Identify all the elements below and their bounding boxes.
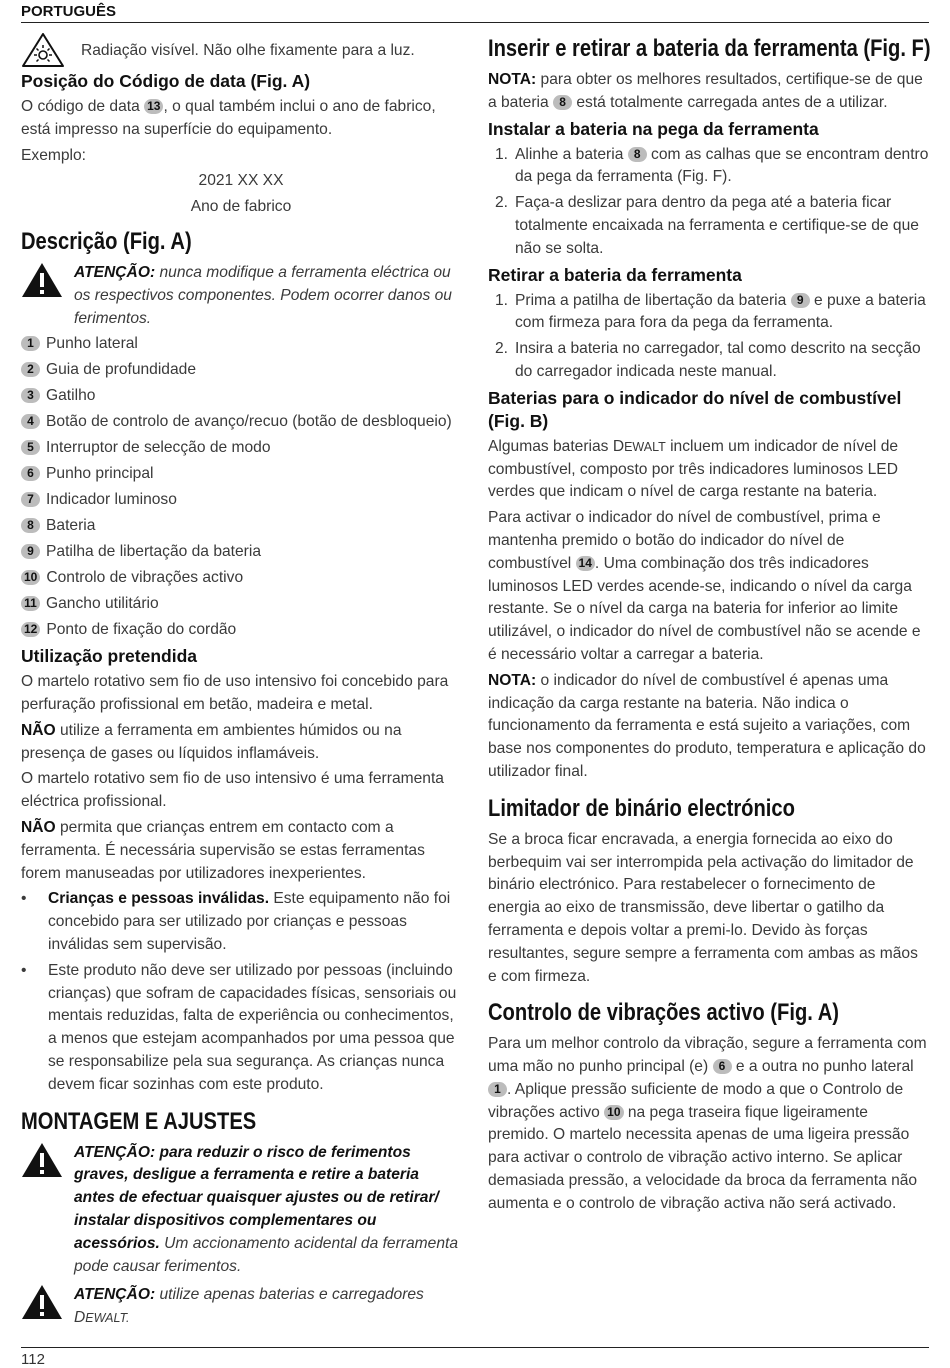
list-item: • Crianças e pessoas inválidas. Este equipamento não foi concebido para ser utilizado por crianças e pessoas inválidas sem supervisão. [21, 890, 451, 953]
left-column [21, 34, 461, 1333]
date-code-heading: Posição do Código de data (Fig. A) [21, 71, 311, 91]
fuel-gauge-heading: Baterias para o indicador do nível de combustível (Fig. B) [488, 387, 902, 431]
list-item: 4 Botão de controlo de avanço/recuo (botão de desbloqueio) [21, 411, 461, 434]
language-header: PORTUGUÊS [21, 3, 117, 20]
radiation-warning-icon [21, 32, 81, 66]
date-code-text: O código de data 13 , o qual também inclui o ano de fabrico, está impresso na superfície do equipamento. [21, 98, 436, 138]
callout-badge: 9 [791, 293, 810, 308]
warning-icon [21, 1142, 74, 1279]
callout-badge: 2 [21, 362, 40, 377]
warning-icon [21, 262, 74, 330]
list-item: • Este produto não deve ser utilizado por pessoas (incluindo crianças) que sofram de capacidades físicas, sensoriais ou mentais reduzidas, falta de experiência ou conhecimentos, a menos que estejam acompanhados por uma pessoa que se responsabilize pela sua segurança. As crianças nunca devem ficar sozinhas com este produto. [21, 961, 457, 1093]
list-item: 1. Alinhe a bateria 8 com as calhas que se encontram dentro da pega da ferramenta (Fig. F). [494, 145, 929, 186]
callout-badge: 12 [21, 622, 40, 637]
page-number: 112 [21, 1351, 45, 1368]
intended-use-heading: Utilização pretendida [21, 646, 198, 667]
callout-badge: 10 [21, 570, 40, 585]
battery-warning: ATENÇÃO: utilize apenas baterias e carregadores DEWALT. [21, 1284, 461, 1330]
list-item: 6 Punho principal [21, 463, 461, 486]
header-rule [21, 22, 929, 23]
install-heading: Instalar a bateria na pega da ferramenta [488, 118, 819, 139]
parts-list [21, 333, 461, 642]
intended-use-bullets [21, 888, 461, 1096]
fuel-gauge-paragraph: Para activar o indicador do nível de combustível, prima e mantenha premido o botão do indicador do nível de combustível 14 . Uma combinação dos três indicadores luminosos LED verdes acende-se, indicando o nível da carga restante. Se o nível da carga na bateria for inferior ao limite utilizável, o indicador do nível de combustível não se acende e é necessário voltar a carregar a bateria. [488, 509, 921, 663]
assembly-warning: ATENÇÃO: para reduzir o risco de ferimentos graves, desligue a ferramenta e retire a bateria antes de efectuar quaisquer ajustes ou de retirar/ instalar dispositivos complementares ou acessórios. Um accionamento acidental da ferramenta pode causar ferimentos. [21, 1142, 461, 1279]
list-item: 2 Guia de profundidade [21, 359, 461, 382]
intended-use-paragraph: NÃO utilize a ferramenta em ambientes húmidos ou na presença de gases ou líquidos inflamáveis. [21, 721, 402, 762]
example-label: Exemplo: [21, 146, 87, 164]
callout-badge: 14 [576, 556, 595, 571]
list-item: 12 Ponto de fixação do cordão [21, 619, 461, 642]
list-item: 9 Patilha de libertação da bateria [21, 541, 461, 564]
radiation-warning [21, 34, 461, 68]
callout-badge: 7 [21, 492, 40, 507]
battery-note: NOTA: para obter os melhores resultados, certifique-se de que a bateria 8 está totalmente carregada antes de a utilizar. [488, 71, 923, 111]
list-item: 7 Indicador luminoso [21, 489, 461, 512]
battery-heading: Inserir e retirar a bateria da ferramenta (Fig. F) [488, 35, 931, 62]
example-caption: Ano de fabrico [190, 198, 292, 216]
callout-badge: 8 [553, 95, 572, 110]
list-item: 1. Prima a patilha de libertação da bateria 9 e puxe a bateria com firmeza para fora da pega da ferramenta. [494, 291, 926, 332]
callout-badge: 5 [21, 440, 40, 455]
callout-badge: 6 [21, 466, 40, 481]
example-code: 2021 XX XX [198, 172, 284, 190]
list-item: 1 Punho lateral [21, 333, 461, 356]
list-item: 5 Interruptor de selecção de modo [21, 437, 461, 460]
list-item: 3 Gatilho [21, 385, 461, 408]
warning-icon [21, 1284, 74, 1330]
install-steps [488, 144, 930, 261]
list-item: 10 Controlo de vibrações activo [21, 567, 461, 590]
callout-badge: 11 [21, 596, 40, 611]
intended-use-paragraph: O martelo rotativo sem fio de uso intensivo foi concebido para perfuração profissional em betão, madeira e metal. [21, 673, 449, 713]
callout-badge: 13 [144, 99, 163, 114]
assembly-heading: MONTAGEM E AJUSTES [21, 1107, 257, 1135]
callout-badge: 8 [21, 518, 40, 533]
torque-heading: Limitador de binário electrónico [488, 794, 795, 822]
radiation-warning-text: Radiação visível. Não olhe fixamente para a luz. [81, 41, 415, 59]
callout-badge: 10 [604, 1105, 623, 1120]
intended-use-paragraph: O martelo rotativo sem fio de uso intensivo é uma ferramenta eléctrica profissional. [21, 770, 444, 811]
description-warning: ATENÇÃO: nunca modifique a ferramenta eléctrica ou os respectivos componentes. Podem ocorrer danos ou ferimentos. [21, 262, 461, 330]
callout-badge: 4 [21, 414, 40, 429]
remove-steps [488, 290, 930, 384]
fuel-gauge-note: NOTA: o indicador do nível de combustível é apenas uma indicação da carga restante na bateria. Não indica o funcionamento da ferramenta e está sujeito a variações, com base nos componentes do produto, temperatura e aplicação do utilizador final. [488, 671, 926, 780]
list-item: 2. Insira a bateria no carregador, tal como descrito na secção do carregador indicada neste manual. [494, 340, 921, 380]
vibration-heading: Controlo de vibrações activo (Fig. A) [488, 999, 839, 1027]
callout-badge: 1 [488, 1082, 507, 1097]
vibration-paragraph: Para um melhor controlo da vibração, segure a ferramenta com uma mão no punho principal (e) 6 e a outra no punho lateral 1 . Aplique pressão suficiente de modo a que o Controlo de vibrações activo 10 na pega traseira fique ligeiramente premido. O martelo necessita apenas de uma ligeira pressão para activar o controlo de vibração activo interno. Se aplicar demasiada pressão, a velocidade da broca da ferramenta não aumenta e o controlo de vibração activa não será activado. [488, 1035, 927, 1212]
list-item: 11 Gancho utilitário [21, 593, 461, 616]
right-column [488, 34, 930, 1219]
footer-rule [21, 1347, 929, 1348]
callout-badge: 8 [628, 147, 647, 162]
list-item: 8 Bateria [21, 515, 461, 538]
callout-badge: 3 [21, 388, 40, 403]
remove-heading: Retirar a bateria da ferramenta [488, 264, 742, 285]
description-heading: Descrição (Fig. A) [21, 227, 192, 255]
list-item: 2. Faça-a deslizar para dentro da pega até a bateria ficar totalmente encaixada na ferramenta e certifique-se de que não se solta. [494, 194, 919, 257]
torque-paragraph: Se a broca ficar encravada, a energia fornecida ao eixo do berbequim vai ser interrompida pela activação do limitador de binário electrónico. Para restabelecer o fornecimento de energia ao eixo de transmissão, deve libertar o gatilho da ferramenta e depois voltar a premi-lo. Devido às forças resultantes, segure sempre a ferramenta com ambas as mãos e com firmeza. [488, 830, 918, 985]
intended-use-paragraph: NÃO permita que crianças entrem em contacto com a ferramenta. É necessária supervisão se estas ferramentas forem manuseadas por utilizadores inexperientes. [21, 818, 425, 882]
fuel-gauge-paragraph: Algumas baterias DEWALT incluem um indicador de nível de combustível, composto por três indicadores luminosos LED verdes que indicam o nível de carga restante na bateria. [488, 437, 899, 501]
callout-badge: 1 [21, 336, 40, 351]
callout-badge: 6 [713, 1059, 732, 1074]
callout-badge: 9 [21, 544, 40, 559]
